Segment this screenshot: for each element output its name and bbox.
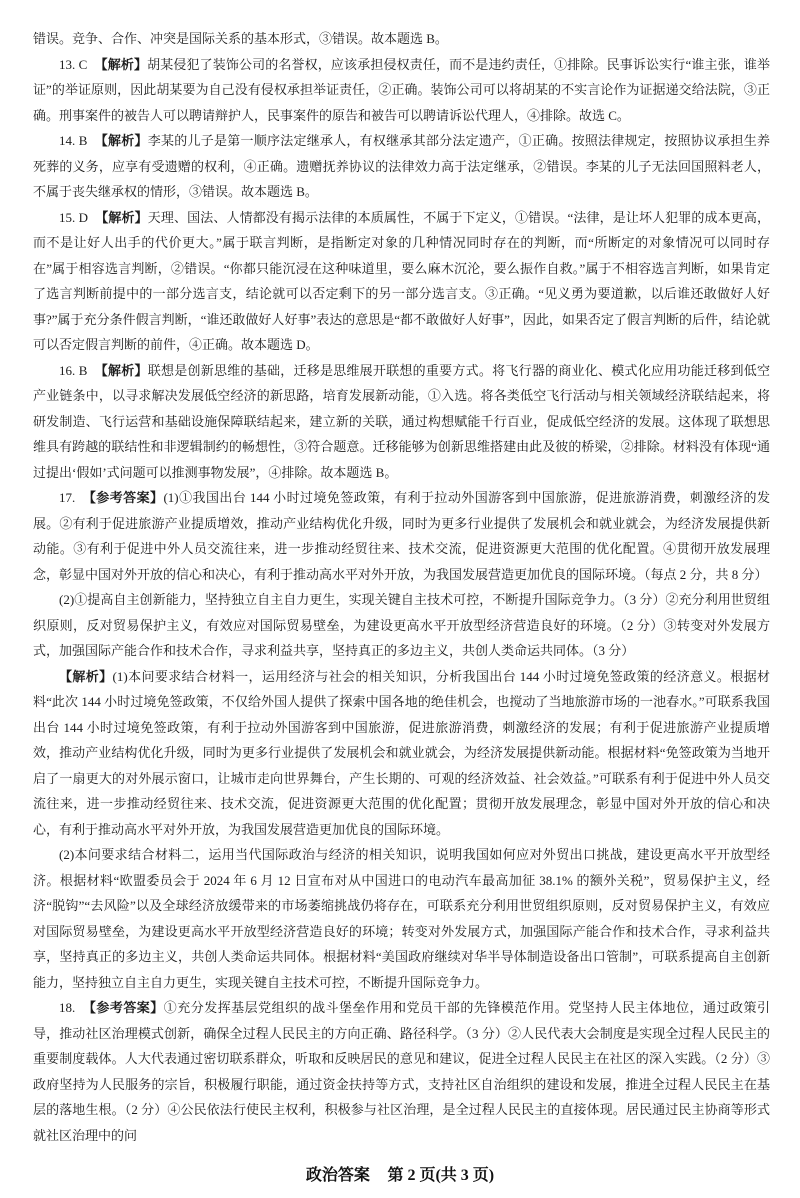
footer-doc-title: 政治答案 — [305, 1167, 370, 1184]
paragraph-q13-explanation — [33, 52, 770, 129]
question-number: 15. D — [59, 209, 89, 225]
page-footer — [0, 1166, 800, 1186]
paragraph-q17-analysis-part2 — [33, 842, 770, 995]
section-tag: 【解析】 — [95, 209, 148, 225]
question-number: 13. C — [59, 56, 88, 72]
paragraph-q15-explanation — [33, 205, 770, 358]
paragraph-text: ①充分发挥基层党组织的战斗堡垒作用和党员干部的先锋模范作用。党坚持人民主体地位，通过政策引导，推动社区治理模式创新，确保全过程人民民主的方向正确、路径科学。（3 分）②人民代表大会制度是实现全过程人民民主的重要制度载体。人大代表通过密切联系群众，听取和反映居民的意见和建议，促进全过程人民民主在社区的深入实践。（2 分）③政府坚持为人民服务的宗旨，积极履行职能，通过资金扶持等方式，支持社区自治组织的建设和发展，推进全过程人民民主在基层的落地生根。（2 分）④公民依法行使民主权利，积极参与社区治理，是全过程人民民主的直接体现。居民通过民主协商等形式就社区治理中的问 — [33, 1000, 770, 1143]
paragraph-q14-explanation — [33, 128, 770, 205]
footer-page-number: 第 2 页(共 3 页) — [387, 1167, 495, 1184]
section-tag: 【参考答案】 — [82, 490, 164, 505]
question-number: 16. B — [59, 362, 88, 378]
paragraph-text: (2)本问要求结合材料二，运用当代国际政治与经济的相关知识，说明我国如何应对外贸出口挑战，建设更高水平开放型经济。根据材料“欧盟委员会于 2024 年 6 月 12 日宣布对从中国进口的电动汽车最高加征 38.1% 的额外关税”，贸易保护主义，经济“脱钩”“去风险”以及全球经济放缓带来的市场萎缩挑战仍将存在，可联系充分利用世贸组织原则，反对贸易保护主义，有效应对国际贸易壁垒，为建设更高水平开放型经济营造良好的环境；转变对外发展方式，加强国际产能合作和技术合作，寻求利益共享，坚持真正的多边主义，共创人类命运共同体。根据材料“美国政府继续对华半导体制造设备出口管制”，可联系提高自主创新能力，坚持独立自主自力更生，实现关键自主技术可控，不断提升国际竞争力。 — [33, 847, 770, 990]
paragraph-text: 天理、国法、人情都没有揭示法律的本质属性，不属于下定义，①错误。“法律，是让坏人犯罪的成本更高，而不是让好人出手的代价更大。”属于联言判断，是指断定对象的几种情况同时存在的判断，而“所断定的对象情况可以同时存在”属于相容选言判断，②错误。“你都只能沉浸在这种味道里，要么麻木沉沦，要么振作自救。”属于不相容选言判断，如果肯定了选言判断前提中的一部分选言支，结论就可以否定剩下的另一部分选言支。③正确。“见义勇为要道歉，以后谁还敢做好人好事?”属于充分条件假言判断，“谁还敢做好人好事”表达的意思是“都不敢做好人好事”，因此，如果否定了假言判断的后件，结论就可以否定假言判断的前件，④正确。故本题选 D。 — [33, 209, 770, 352]
paragraph-text: (1)①我国出台 144 小时过境免签政策，有利于拉动外国游客到中国旅游，促进旅游消费，刺激经济的发展。②有利于促进旅游产业提质增效，推动产业结构优化升级，同时为更多行业提供了发展机会和就业就会，为经济发展提供新动能。③有利于促进中外人员交流往来，进一步推动经贸往来、技术交流，促进资源更大范围的优化配置。④贯彻开放发展理念，彰显中国对外开放的信心和决心，有利于推动高水平对外开放，为我国发展营造更加优良的国际环境。（每点 2 分，共 8 分） — [33, 490, 770, 582]
paragraph-text: 联想是创新思维的基础，迁移是思维展开联想的重要方式。将飞行器的商业化、模式化应用功能迁移到低空产业链条中，以寻求解决发展低空经济的新思路，培育发展新动能，①入选。将各类低空飞行活动与相关领域经济联结起来，将研发制造、飞行运营和基础设施保障联结起来，建立新的关联，通过构想赋能千行百业，促成低空经济的发展。这体现了联想思维具有跨越的联结性和非逻辑制约的畅想性，③符合题意。迁移能够为创新思维搭建由此及彼的桥梁，②排除。材料没有体现“通过提出‘假如’式问题可以推测事物发展”，④排除。故本题选 B。 — [33, 362, 770, 480]
paragraph-q12-continuation — [33, 26, 770, 52]
section-tag: 【解析】 — [59, 668, 113, 684]
paragraph-q18-reference-answer — [33, 995, 770, 1148]
paragraph-q17-reference-answer-part2 — [33, 587, 770, 664]
paragraph-q16-explanation — [33, 358, 770, 486]
paragraph-q17-reference-answer-part1 — [33, 485, 770, 587]
section-tag: 【参考答案】 — [82, 1000, 164, 1015]
section-tag: 【解析】 — [94, 362, 148, 378]
paragraph-text: 李某的儿子是第一顺序法定继承人，有权继承其部分法定遗产，①正确。按照法律规定，按照协议承担生养死葬的义务，应享有受遗赠的权利，④正确。遗赠抚养协议的法律效力高于法定继承，②错误。李某的儿子无法回国照料老人，不属于丧失继承权的情形，③错误。故本题选 B。 — [33, 133, 770, 199]
question-number: 17. — [59, 490, 76, 505]
paragraph-text: 胡某侵犯了装饰公司的名誉权，应该承担侵权责任，而不是违约责任，①排除。民事诉讼实行“谁主张，谁举证”的举证原则，因此胡某要为自己没有侵权承担举证责任，②正确。装饰公司可以将胡某的不实言论作为证据递交给法院，③正确。刑事案件的被告人可以聘请辩护人，民事案件的原告和被告可以聘请诉讼代理人，④排除。故选 C。 — [33, 56, 770, 123]
answer-key-content — [33, 26, 770, 1148]
section-tag: 【解析】 — [94, 133, 148, 148]
paragraph-q17-analysis-part1 — [33, 664, 770, 843]
paragraph-text: (1)本问要求结合材料一，运用经济与社会的相关知识，分析我国出台 144 小时过境免签政策的经济意义。根据材料“此次 144 小时过境免签政策，不仅给外国人提供了探索中国各地的绝佳机会，也搅动了当地旅游市场的一池春水。”可联系我国出台 144 小时过境免签政策，有利于拉动外国游客到中国旅游，促进旅游消费，刺激经济的发展；有利于促进旅游产业提质增效，推动产业结构优化升级，同时为更多行业提供了发展机会和就业就会，为经济发展提供新动能。根据材料“免签政策为当地开启了一扇更大的对外展示窗口，让城市走向世界舞台，产生长期的、可观的经济效益、社会效益。”可联系有利于促进中外人员交流往来，进一步推动经贸往来、技术交流，促进资源更大范围的优化配置；贯彻开放发展理念，彰显中国对外开放的信心和决心，有利于推动高水平对外开放，为我国发展营造更加优良的国际环境。 — [33, 668, 770, 837]
section-tag: 【解析】 — [94, 56, 148, 72]
question-number: 18. — [59, 1000, 76, 1015]
paragraph-text: 错误。竞争、合作、冲突是国际关系的基本形式，③错误。故本题选 B。 — [33, 31, 448, 46]
paragraph-text: (2)①提高自主创新能力，坚持独立自主自力更生，实现关键自主技术可控，不断提升国际竞争力。（3 分）②充分利用世贸组织原则，反对贸易保护主义，有效应对国际贸易壁垒，为建设更高水平开放型经济营造良好的环境。（2 分）③转变对外发展方式，加强国际产能合作和技术合作，寻求利益共享，坚持真正的多边主义，共创人类命运共同体。（3 分） — [33, 592, 770, 658]
question-number: 14. B — [59, 133, 88, 148]
